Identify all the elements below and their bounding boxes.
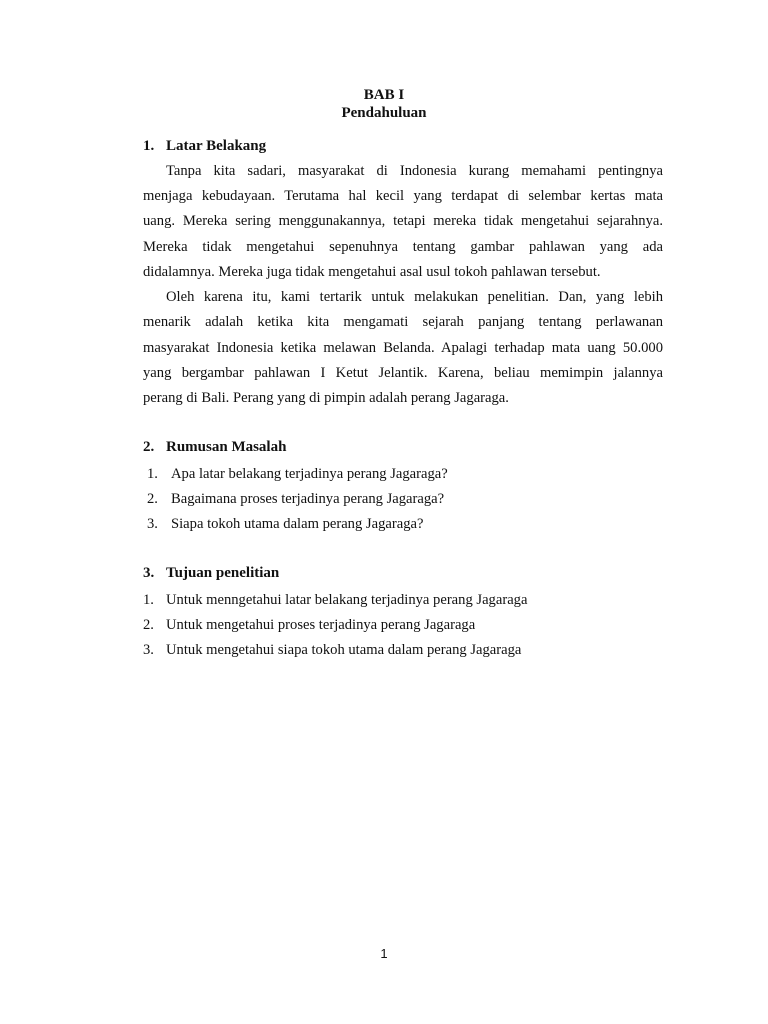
list-text: Untuk mengetahui siapa tokoh utama dalam perang Jagaraga xyxy=(166,642,522,658)
list-number: 2. xyxy=(143,617,154,633)
chapter-title: Pendahuluan xyxy=(341,105,427,121)
list-item xyxy=(147,465,448,483)
section-number: 2. xyxy=(143,439,155,455)
list-item xyxy=(147,490,444,508)
section-tujuan-penelitian-title xyxy=(143,565,279,582)
list-item xyxy=(143,591,527,609)
section-latar-belakang-title xyxy=(143,138,266,155)
page-number: 1 xyxy=(380,946,388,961)
paragraph-line: menjaga kebudayaan. Terutama hal kecil yang terdapat di selembar kertas mata xyxy=(143,188,663,204)
paragraph-line: perang di Bali. Perang yang di pimpin adalah perang Jagaraga. xyxy=(143,390,509,406)
section-title-text: Latar Belakang xyxy=(166,138,267,154)
paragraph-line: masyarakat Indonesia ketika melawan Belanda. Apalagi terhadap mata uang 50.000 xyxy=(143,340,663,356)
list-number: 2. xyxy=(147,491,158,507)
paragraph-line: Tanpa kita sadari, masyarakat di Indonesia kurang memahami pentingnya xyxy=(166,163,663,179)
list-text: Untuk menngetahui latar belakang terjadinya perang Jagaraga xyxy=(166,592,528,608)
section-number: 3. xyxy=(143,565,155,581)
chapter-label: BAB I xyxy=(363,87,405,103)
paragraph-line: menarik adalah ketika kita mengamati sejarah panjang tentang perlawanan xyxy=(143,314,663,330)
section-number: 1. xyxy=(143,138,155,154)
list-text: Untuk mengetahui proses terjadinya perang Jagaraga xyxy=(166,617,476,633)
list-item xyxy=(143,641,521,659)
paragraph-line: yang bergambar pahlawan I Ketut Jelantik. Karena, beliau memimpin jalannya xyxy=(143,365,663,381)
paragraph-line: Oleh karena itu, kami tertarik untuk melakukan penelitian. Dan, yang lebih xyxy=(166,289,663,305)
section-rumusan-masalah-title xyxy=(143,439,286,456)
list-item xyxy=(143,616,475,634)
list-number: 1. xyxy=(147,466,158,482)
list-text: Bagaimana proses terjadinya perang Jagaraga? xyxy=(171,491,445,507)
list-item xyxy=(147,515,423,533)
list-number: 3. xyxy=(143,642,154,658)
section-title-text: Rumusan Masalah xyxy=(166,439,287,455)
section-title-text: Tujuan penelitian xyxy=(166,565,280,581)
list-number: 1. xyxy=(143,592,154,608)
paragraph-line: didalamnya. Mereka juga tidak mengetahui asal usul tokoh pahlawan tersebut. xyxy=(143,264,601,280)
list-text: Apa latar belakang terjadinya perang Jagaraga? xyxy=(171,466,448,482)
list-text: Siapa tokoh utama dalam perang Jagaraga? xyxy=(171,516,424,532)
paragraph-line: uang. Mereka sering menggunakannya, tetapi mereka tidak mengetahui sejarahnya. xyxy=(143,213,663,229)
list-number: 3. xyxy=(147,516,158,532)
paragraph-line: Mereka tidak mengetahui sepenuhnya tentang gambar pahlawan yang ada xyxy=(143,239,663,255)
